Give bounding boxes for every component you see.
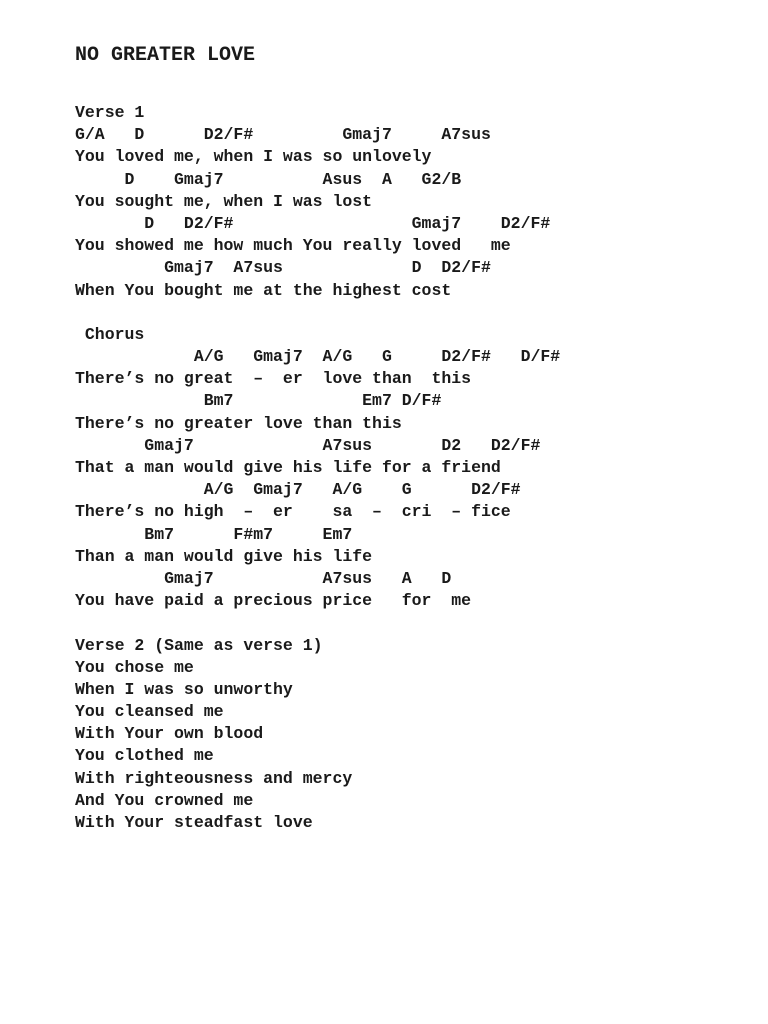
section-label-chorus: Chorus [75, 324, 145, 344]
lyric-line: And You crowned me [75, 790, 254, 810]
chord-line: Bm7 Em7 D/F# [75, 391, 442, 411]
chord-line: Gmaj7 A7sus D D2/F# [75, 258, 491, 278]
lyric-line: When I was so unworthy [75, 679, 293, 699]
chord-line: D D2/F# Gmaj7 D2/F# [75, 213, 551, 233]
chord-line: A/G Gmaj7 A/G G D2/F# D/F# [75, 347, 561, 367]
blank-line [75, 612, 560, 634]
lyric-line: You have paid a precious price for me [75, 591, 472, 611]
chord-line: Gmaj7 A7sus A D [75, 568, 452, 588]
chord-line: Bm7 F#m7 Em7 [75, 524, 353, 544]
lyric-line: You cleansed me [75, 702, 224, 722]
chord-line: A/G Gmaj7 A/G G D2/F# [75, 480, 521, 500]
lyric-line: With Your own blood [75, 724, 264, 744]
lyric-line: There’s no greater love than this [75, 413, 402, 433]
section-label-verse-2: Verse 2 (Same as verse 1) [75, 635, 323, 655]
lyric-line: You sought me, when I was lost [75, 191, 373, 211]
chord-line: D Gmaj7 Asus A G2/B [75, 169, 462, 189]
lyric-line: With Your steadfast love [75, 813, 313, 832]
lyrics-body [75, 102, 560, 834]
lyric-line: There’s no high – er sa – cri – fice [75, 502, 511, 522]
lyric-line: Than a man would give his life [75, 546, 373, 566]
lyric-line: There’s no great – er love than this [75, 369, 472, 389]
song-title: NO GREATER LOVE [75, 44, 256, 67]
chord-sheet [75, 44, 560, 834]
lyric-line: You loved me, when I was so unlovely [75, 147, 432, 167]
chord-line: Gmaj7 A7sus D2 D2/F# [75, 435, 541, 455]
lyric-line: When You bought me at the highest cost [75, 280, 452, 300]
lyric-line: With righteousness and mercy [75, 768, 353, 788]
section-label-verse-1: Verse 1 [75, 103, 145, 122]
lyric-line: You chose me [75, 657, 194, 677]
lyric-line: You clothed me [75, 746, 214, 766]
lyric-line: You showed me how much You really loved me [75, 236, 511, 256]
lyric-line: That a man would give his life for a friend [75, 458, 501, 477]
chord-line: G/A D D2/F# Gmaj7 A7sus [75, 125, 491, 145]
blank-line [75, 302, 560, 324]
